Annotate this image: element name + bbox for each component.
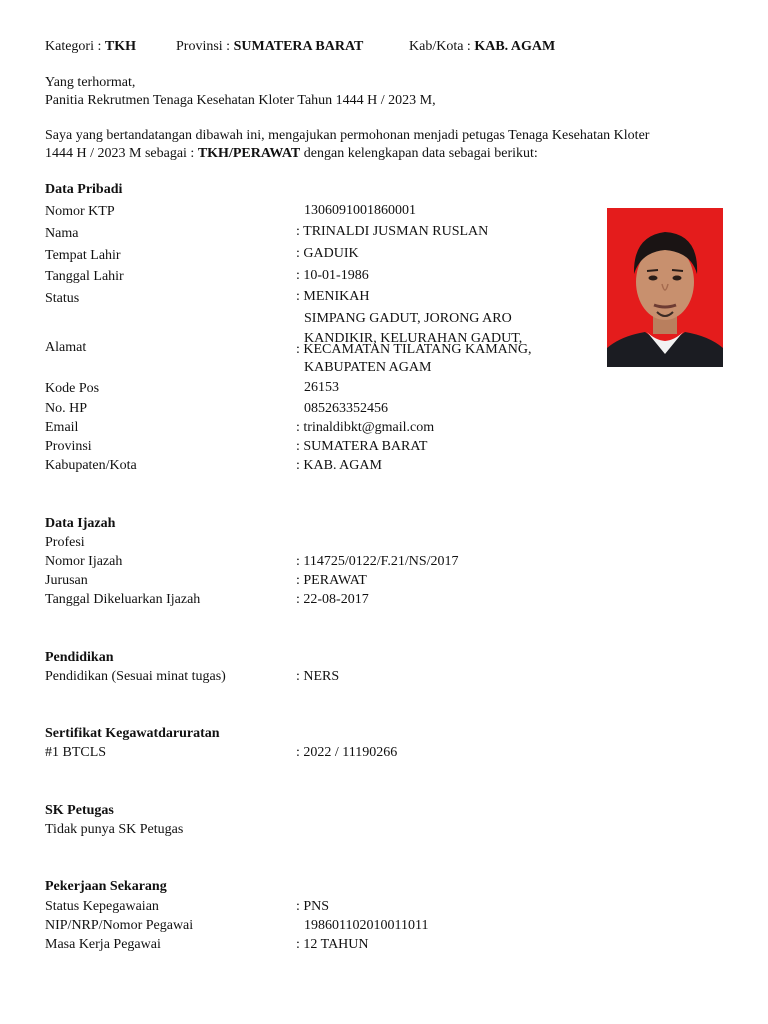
alamat-line-4: KABUPATEN AGAM bbox=[304, 360, 432, 375]
section-title-data-ijazah: Data Ijazah bbox=[45, 516, 116, 531]
ktp-label: Nomor KTP bbox=[45, 204, 115, 219]
provinsi-label: Provinsi : bbox=[176, 39, 234, 54]
alamat-label: Alamat bbox=[45, 340, 87, 355]
section-title-sertifikat: Sertifikat Kegawatdaruratan bbox=[45, 726, 220, 741]
header-provinsi bbox=[176, 37, 363, 56]
kabkota-label: Kab/Kota : bbox=[409, 39, 475, 54]
section-title-data-pribadi: Data Pribadi bbox=[45, 182, 123, 197]
nama-label: Nama bbox=[45, 226, 79, 241]
status-value: : MENIKAH bbox=[296, 289, 370, 304]
ktp-value: 1306091001860001 bbox=[304, 203, 416, 218]
sertifikat-value: : 2022 / 11190266 bbox=[296, 745, 398, 760]
intro-text-a: 1444 H / 2023 M sebagai : bbox=[45, 146, 198, 161]
intro-text-c: dengan kelengkapan data sebagai berikut: bbox=[300, 146, 538, 161]
nomor-ijazah-value: : 114725/0122/F.21/NS/2017 bbox=[296, 554, 459, 569]
provinsi-pribadi-value: : SUMATERA BARAT bbox=[296, 439, 428, 454]
email-value: : trinaldibkt@gmail.com bbox=[296, 420, 435, 435]
section-title-sk-petugas: SK Petugas bbox=[45, 803, 114, 818]
header-kabkota bbox=[409, 37, 555, 56]
sertifikat-label: #1 BTCLS bbox=[45, 745, 107, 760]
kode-pos-value: 26153 bbox=[304, 380, 339, 395]
status-label: Status bbox=[45, 291, 80, 306]
nip-value: 198601102010011011 bbox=[304, 918, 429, 933]
section-title-pendidikan: Pendidikan bbox=[45, 650, 114, 665]
tanggal-ijazah-value: : 22-08-2017 bbox=[296, 592, 369, 607]
kabupaten-value: : KAB. AGAM bbox=[296, 458, 382, 473]
profesi-label: Profesi bbox=[45, 535, 85, 550]
pendidikan-label: Pendidikan (Sesuai minat tugas) bbox=[45, 669, 226, 684]
greeting-line-2: Panitia Rekrutmen Tenaga Kesehatan Kloter Tahun 1444 H / 2023 M, bbox=[45, 93, 436, 108]
kabupaten-label: Kabupaten/Kota bbox=[45, 458, 137, 473]
header-kategori bbox=[45, 37, 136, 56]
intro-line-1: Saya yang bertandatangan dibawah ini, mengajukan permohonan menjadi petugas Tenaga Kesehatan Kloter bbox=[45, 128, 650, 143]
hp-value: 085263352456 bbox=[304, 401, 388, 416]
greeting-line-1: Yang terhormat, bbox=[45, 75, 136, 90]
tanggal-lahir-value: : 10-01-1986 bbox=[296, 268, 369, 283]
masa-kerja-label: Masa Kerja Pegawai bbox=[45, 937, 161, 952]
provinsi-value: SUMATERA BARAT bbox=[233, 39, 364, 54]
section-title-pekerjaan: Pekerjaan Sekarang bbox=[45, 879, 167, 894]
masa-kerja-value: : 12 TAHUN bbox=[296, 937, 369, 952]
tanggal-lahir-label: Tanggal Lahir bbox=[45, 269, 124, 284]
kode-pos-label: Kode Pos bbox=[45, 381, 100, 396]
alamat-line-3: : KECAMATAN TILATANG KAMANG, bbox=[296, 342, 532, 357]
nip-label: NIP/NRP/Nomor Pegawai bbox=[45, 918, 194, 933]
hp-label: No. HP bbox=[45, 401, 88, 416]
alamat-line-1: SIMPANG GADUT, JORONG ARO bbox=[304, 311, 512, 326]
tempat-lahir-label: Tempat Lahir bbox=[45, 248, 121, 263]
alamat-line-2: KANDIKIR, KELURAHAN GADUT, bbox=[304, 331, 523, 346]
intro-line-2 bbox=[45, 144, 538, 163]
provinsi-pribadi-label: Provinsi bbox=[45, 439, 92, 454]
sk-petugas-text: Tidak punya SK Petugas bbox=[45, 822, 184, 837]
tempat-lahir-value: : GADUIK bbox=[296, 246, 359, 261]
portrait-image bbox=[607, 208, 723, 367]
kabkota-value: KAB. AGAM bbox=[474, 39, 556, 54]
kategori-value: TKH bbox=[104, 39, 136, 54]
tanggal-ijazah-label: Tanggal Dikeluarkan Ijazah bbox=[45, 592, 201, 607]
nama-value: : TRINALDI JUSMAN RUSLAN bbox=[296, 224, 489, 239]
jurusan-label: Jurusan bbox=[45, 573, 88, 588]
nomor-ijazah-label: Nomor Ijazah bbox=[45, 554, 123, 569]
profile-photo bbox=[607, 208, 723, 367]
status-kepegawaian-value: : PNS bbox=[296, 899, 330, 914]
jurusan-value: : PERAWAT bbox=[296, 573, 367, 588]
email-label: Email bbox=[45, 420, 79, 435]
kategori-label: Kategori : bbox=[45, 39, 105, 54]
pendidikan-value: : NERS bbox=[296, 669, 340, 684]
intro-position: TKH/PERAWAT bbox=[197, 146, 301, 161]
status-kepegawaian-label: Status Kepegawaian bbox=[45, 899, 159, 914]
